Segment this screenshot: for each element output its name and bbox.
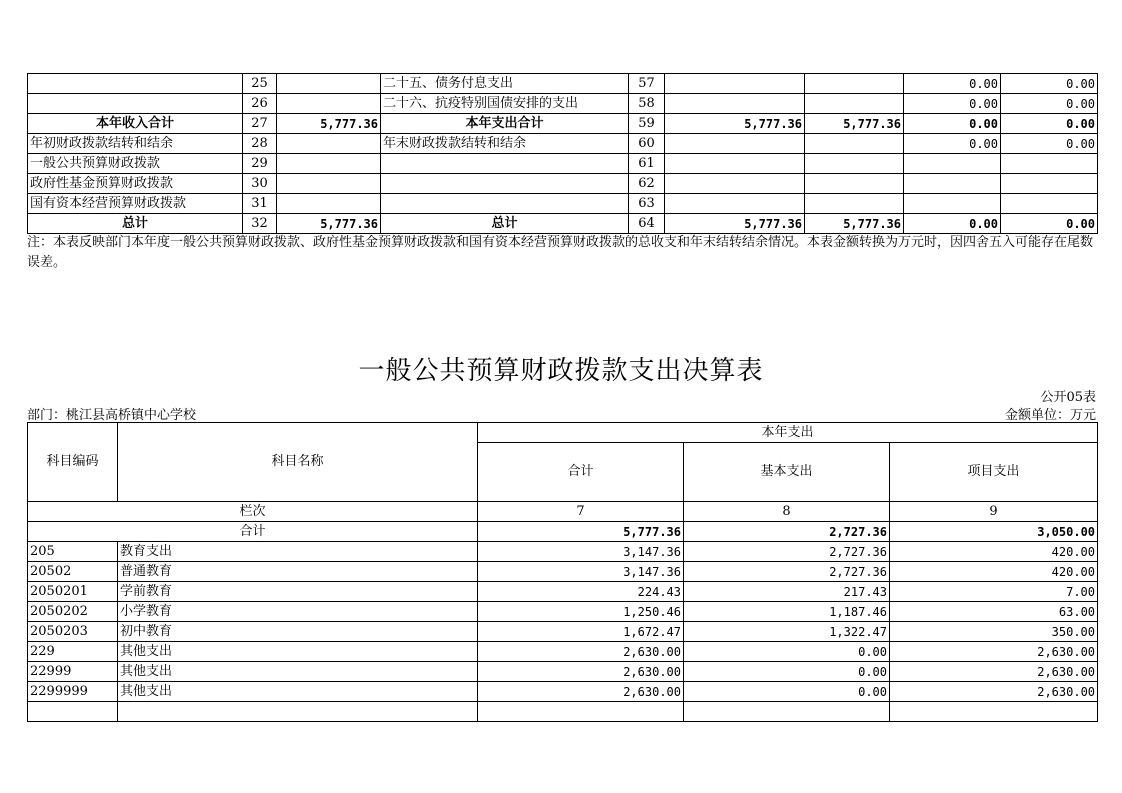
row-number: 31	[243, 194, 277, 214]
lane-row	[28, 502, 1098, 522]
row-label: 政府性基金预算财政拨款	[28, 174, 243, 194]
row-basic: 0.00	[684, 682, 890, 702]
form-code: 公开05表	[1040, 390, 1096, 405]
expenditure-row	[28, 542, 1098, 562]
amount-unit-label: 金额单位：万元	[1004, 408, 1096, 423]
row-basic: 217.43	[684, 582, 890, 602]
subject-name: 小学教育	[118, 602, 478, 622]
subject-name: 其他支出	[118, 642, 478, 662]
expense-total	[665, 194, 805, 214]
summary-row	[28, 94, 1098, 114]
row-total: 1,250.46	[478, 602, 684, 622]
row-total: 2,630.00	[478, 642, 684, 662]
expense-row-number: 57	[629, 74, 665, 94]
row-basic: 2,727.36	[684, 542, 890, 562]
row-number: 29	[243, 154, 277, 174]
row-label: 总计	[28, 214, 243, 234]
expense-general-budget	[805, 154, 904, 174]
expenditure-row	[28, 622, 1098, 642]
row-project	[890, 702, 1098, 722]
table-note: 注：本表反映部门本年度一般公共预算财政拨款、政府性基金预算财政拨款和国有资本经营预算财政拨款的总收支和年末结转结余情况。本表金额转换为万元时，因四舍五入可能存在尾数误差。	[27, 235, 1094, 270]
subject-code: 229	[28, 642, 118, 662]
expense-gov-fund: 0.00	[904, 114, 1001, 134]
subject-code: 2299999	[28, 682, 118, 702]
income-amount	[277, 174, 381, 194]
expenditure-row	[28, 562, 1098, 582]
expenditure-row	[28, 642, 1098, 662]
row-total: 3,147.36	[478, 542, 684, 562]
expense-row-number: 64	[629, 214, 665, 234]
expense-total	[665, 174, 805, 194]
expense-row-number: 63	[629, 194, 665, 214]
summary-row	[28, 214, 1098, 234]
subject-name: 其他支出	[118, 682, 478, 702]
expense-gov-fund: 0.00	[904, 74, 1001, 94]
total-amount: 5,777.36	[478, 522, 684, 542]
subject-name: 教育支出	[118, 542, 478, 562]
row-total: 3,147.36	[478, 562, 684, 582]
subject-code: 20502	[28, 562, 118, 582]
expense-state-capital: 0.00	[1001, 114, 1098, 134]
expense-general-budget	[805, 194, 904, 214]
expense-gov-fund: 0.00	[904, 94, 1001, 114]
lane-label: 栏次	[28, 502, 478, 522]
expense-row-number: 59	[629, 114, 665, 134]
expense-general-budget	[805, 134, 904, 154]
row-total: 2,630.00	[478, 682, 684, 702]
expense-label: 二十六、抗疫特别国债安排的支出	[381, 94, 629, 114]
row-basic: 0.00	[684, 642, 890, 662]
expense-state-capital: 0.00	[1001, 94, 1098, 114]
total-project: 3,050.00	[890, 522, 1098, 542]
header-code: 科目编码	[28, 423, 118, 502]
row-project: 7.00	[890, 582, 1098, 602]
row-total: 2,630.00	[478, 662, 684, 682]
expense-gov-fund	[904, 154, 1001, 174]
row-number: 26	[243, 94, 277, 114]
header-row-1	[28, 423, 1098, 443]
income-expense-summary-table	[27, 73, 1098, 234]
page-title: 一般公共预算财政拨款支出决算表	[358, 356, 764, 386]
expenditure-row	[28, 702, 1098, 722]
subject-name: 学前教育	[118, 582, 478, 602]
expenditure-row	[28, 662, 1098, 682]
row-project: 63.00	[890, 602, 1098, 622]
income-amount	[277, 154, 381, 174]
expense-label	[381, 194, 629, 214]
expense-row-number: 62	[629, 174, 665, 194]
row-project: 2,630.00	[890, 642, 1098, 662]
row-project: 420.00	[890, 542, 1098, 562]
expense-total: 5,777.36	[665, 114, 805, 134]
row-basic: 1,187.46	[684, 602, 890, 622]
row-basic: 0.00	[684, 662, 890, 682]
summary-row	[28, 194, 1098, 214]
row-project: 2,630.00	[890, 662, 1098, 682]
expense-state-capital: 0.00	[1001, 74, 1098, 94]
expense-state-capital: 0.00	[1001, 214, 1098, 234]
row-label: 本年收入合计	[28, 114, 243, 134]
income-amount	[277, 74, 381, 94]
subject-name: 其他支出	[118, 662, 478, 682]
subject-name	[118, 702, 478, 722]
summary-row	[28, 114, 1098, 134]
expense-gov-fund	[904, 174, 1001, 194]
expense-state-capital	[1001, 194, 1098, 214]
expenditure-row	[28, 682, 1098, 702]
subject-code: 22999	[28, 662, 118, 682]
expenditure-row	[28, 582, 1098, 602]
expense-label: 总计	[381, 214, 629, 234]
expense-total: 5,777.36	[665, 214, 805, 234]
subject-code: 2050202	[28, 602, 118, 622]
expense-total	[665, 74, 805, 94]
expense-total	[665, 154, 805, 174]
expense-general-budget	[805, 94, 904, 114]
total-row	[28, 522, 1098, 542]
income-amount: 5,777.36	[277, 214, 381, 234]
row-number: 30	[243, 174, 277, 194]
header-project: 项目支出	[890, 443, 1098, 502]
expense-label: 年末财政拨款结转和结余	[381, 134, 629, 154]
row-label: 国有资本经营预算财政拨款	[28, 194, 243, 214]
expenditure-table-body	[28, 423, 1098, 722]
row-project: 2,630.00	[890, 682, 1098, 702]
summary-row	[28, 154, 1098, 174]
expense-label	[381, 174, 629, 194]
expense-state-capital: 0.00	[1001, 134, 1098, 154]
income-amount	[277, 94, 381, 114]
lane-project: 9	[890, 502, 1098, 522]
summary-row	[28, 134, 1098, 154]
expense-general-budget: 5,777.36	[805, 114, 904, 134]
row-number: 28	[243, 134, 277, 154]
header-name: 科目名称	[118, 423, 478, 502]
row-number: 32	[243, 214, 277, 234]
expense-gov-fund	[904, 194, 1001, 214]
row-number: 25	[243, 74, 277, 94]
expense-row-number: 61	[629, 154, 665, 174]
expense-general-budget	[805, 74, 904, 94]
department-label: 部门：桃江县高桥镇中心学校	[27, 408, 197, 423]
row-label	[28, 94, 243, 114]
row-total	[478, 702, 684, 722]
subject-name: 初中教育	[118, 622, 478, 642]
expense-state-capital	[1001, 174, 1098, 194]
row-label: 一般公共预算财政拨款	[28, 154, 243, 174]
row-label	[28, 74, 243, 94]
expense-total	[665, 134, 805, 154]
header-group: 本年支出	[478, 423, 1098, 443]
total-basic: 2,727.36	[684, 522, 890, 542]
income-amount	[277, 194, 381, 214]
expenditure-row	[28, 602, 1098, 622]
header-total: 合计	[478, 443, 684, 502]
row-total: 1,672.47	[478, 622, 684, 642]
subject-code: 2050201	[28, 582, 118, 602]
expense-gov-fund: 0.00	[904, 134, 1001, 154]
row-project: 350.00	[890, 622, 1098, 642]
row-basic	[684, 702, 890, 722]
expense-total	[665, 94, 805, 114]
summary-row	[28, 174, 1098, 194]
expense-label	[381, 154, 629, 174]
row-basic: 1,322.47	[684, 622, 890, 642]
expense-label: 本年支出合计	[381, 114, 629, 134]
expense-state-capital	[1001, 154, 1098, 174]
lane-basic: 8	[684, 502, 890, 522]
row-number: 27	[243, 114, 277, 134]
expense-general-budget: 5,777.36	[805, 214, 904, 234]
row-project: 420.00	[890, 562, 1098, 582]
expense-gov-fund: 0.00	[904, 214, 1001, 234]
subject-code: 2050203	[28, 622, 118, 642]
income-amount: 5,777.36	[277, 114, 381, 134]
summary-row	[28, 74, 1098, 94]
expense-label: 二十五、债务付息支出	[381, 74, 629, 94]
total-label: 合计	[28, 522, 478, 542]
lane-total: 7	[478, 502, 684, 522]
header-basic: 基本支出	[684, 443, 890, 502]
summary-table-body	[28, 74, 1098, 234]
subject-name: 普通教育	[118, 562, 478, 582]
subject-code: 205	[28, 542, 118, 562]
subject-code	[28, 702, 118, 722]
row-label: 年初财政拨款结转和结余	[28, 134, 243, 154]
income-amount	[277, 134, 381, 154]
expense-general-budget	[805, 174, 904, 194]
row-basic: 2,727.36	[684, 562, 890, 582]
expense-row-number: 58	[629, 94, 665, 114]
row-total: 224.43	[478, 582, 684, 602]
expenditure-table	[27, 422, 1098, 722]
expense-row-number: 60	[629, 134, 665, 154]
